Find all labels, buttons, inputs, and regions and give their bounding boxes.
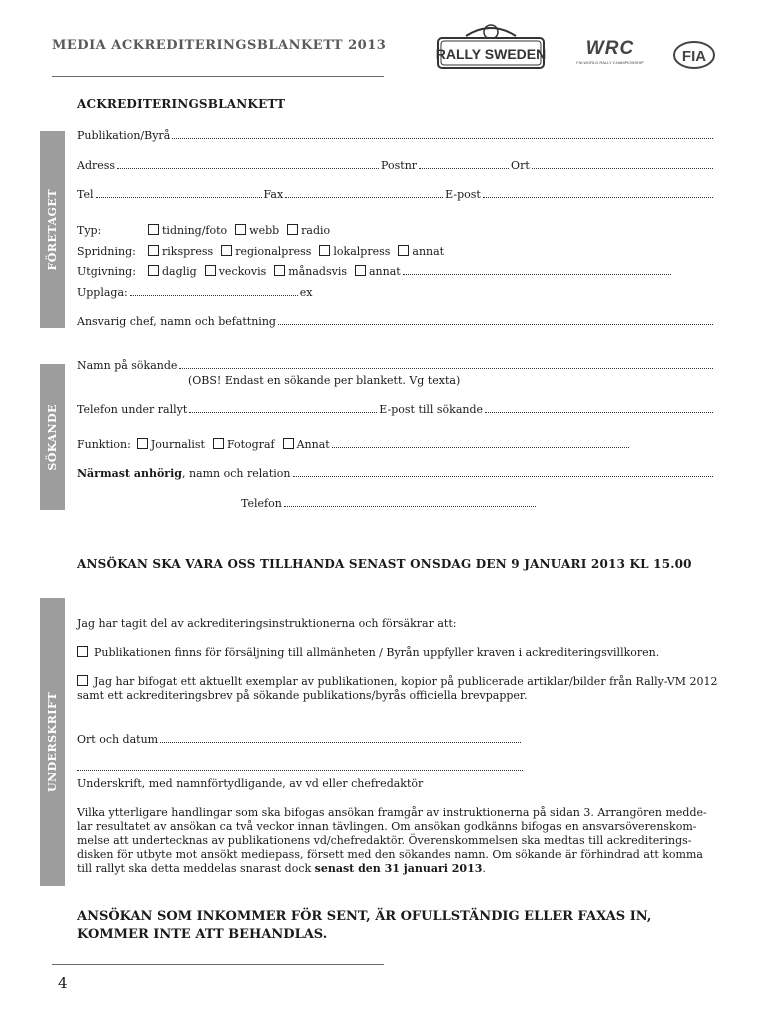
- rally-sweden-logo: [436, 22, 546, 70]
- postnr-label: Postnr: [381, 159, 418, 172]
- footer-rule: [52, 964, 384, 965]
- svg-text:FIA: FIA: [681, 48, 707, 65]
- footer-warning: [77, 908, 651, 944]
- spridning-option-riks[interactable]: rikspress: [148, 245, 213, 258]
- typ-option-radio[interactable]: radio: [287, 224, 330, 237]
- utgivning-option-vecko[interactable]: veckovis: [205, 265, 267, 278]
- upplaga-unit: ex: [299, 286, 313, 299]
- upplaga-field[interactable]: [130, 295, 298, 296]
- sidebar-signature-label: UNDERSKRIFT: [46, 692, 59, 792]
- sidebar-applicant: [40, 364, 65, 510]
- publication-row: [77, 129, 715, 142]
- publication-label: Publikation/Byrå: [77, 129, 171, 142]
- checkbox[interactable]: [235, 224, 246, 235]
- function-option-photographer[interactable]: Fotograf: [213, 438, 275, 451]
- sidebar-signature: [40, 598, 65, 886]
- info-line: Vilka ytterligare handlingar som ska bifogas ansökan framgår av instruktionerna på sidan 3. Arrangören medde-: [77, 806, 707, 819]
- address-row: [77, 159, 715, 172]
- function-row: [77, 438, 631, 451]
- upplaga-label: Upplaga:: [77, 286, 128, 299]
- postnr-field[interactable]: [419, 168, 509, 169]
- typ-option-web[interactable]: webb: [235, 224, 279, 237]
- check2-checkbox[interactable]: [77, 675, 88, 686]
- check2-row: [77, 675, 718, 688]
- checkbox[interactable]: [221, 245, 232, 256]
- svg-text:WRC: WRC: [585, 38, 635, 59]
- wrc-logo: [574, 36, 646, 70]
- utgivning-label: Utgivning:: [77, 265, 136, 278]
- function-label: Funktion:: [77, 438, 131, 451]
- address-field[interactable]: [117, 168, 379, 169]
- company-email-label: E-post: [445, 188, 481, 201]
- tel-field[interactable]: [96, 197, 262, 198]
- svg-text:RALLY SWEDEN: RALLY SWEDEN: [436, 46, 546, 62]
- fax-field[interactable]: [285, 197, 443, 198]
- spridning-option-lokal[interactable]: lokalpress: [319, 245, 390, 258]
- sidebar-company: [40, 131, 65, 328]
- form-title: ACKREDITERINGSBLANKETT: [77, 97, 286, 111]
- typ-row: [77, 224, 338, 237]
- relative-label-rest: , namn och relation: [181, 467, 291, 480]
- applicant-phone-row: [77, 403, 715, 416]
- publication-field[interactable]: [172, 138, 713, 139]
- function-option-journalist[interactable]: Journalist: [137, 438, 205, 451]
- check2-text-line1: Jag har bifogat ett aktuellt exemplar av publikationen, kopior på publicerade artiklar/bilder från Rally-VM 2012: [94, 675, 718, 688]
- checkbox[interactable]: [398, 245, 409, 256]
- page-number: 4: [58, 974, 68, 992]
- info-paragraph: [77, 806, 717, 876]
- checkbox[interactable]: [148, 245, 159, 256]
- applicant-email-field[interactable]: [485, 412, 713, 413]
- utgivning-option-manad[interactable]: månadsvis: [274, 265, 347, 278]
- info-line: melse att undertecknas av publikationens vd/chefredaktör. Överenskommelsen ska medtas till ackrediterings-: [77, 834, 692, 847]
- checkbox[interactable]: [213, 438, 224, 449]
- spridning-option-annat[interactable]: annat: [398, 245, 444, 258]
- relative-row: [77, 467, 715, 480]
- footer-warning-line1: ANSÖKAN SOM INKOMMER FÖR SENT, ÄR OFULLSTÄNDIG ELLER FAXAS IN,: [77, 909, 652, 924]
- check1-checkbox[interactable]: [77, 646, 88, 657]
- header-rule: [52, 76, 384, 77]
- svg-text:FIA WORLD RALLY CHAMPIONSHIP: FIA WORLD RALLY CHAMPIONSHIP: [576, 60, 644, 65]
- function-other-field[interactable]: [332, 447, 629, 448]
- applicant-name-field[interactable]: [179, 368, 713, 369]
- signature-field[interactable]: [77, 770, 523, 771]
- function-option-other[interactable]: Annat: [283, 438, 330, 451]
- editor-row: [77, 315, 715, 328]
- info-line-last: till rallyt ska detta meddelas snarast dock senast den 31 januari 2013.: [77, 862, 486, 875]
- signature-label: Underskrift, med namnförtydligande, av vd eller chefredaktör: [77, 777, 424, 790]
- place-date-label: Ort och datum: [77, 733, 159, 746]
- check1-text: Publikationen finns för försäljning till allmänheten / Byrån uppfyller kraven i ackrediteringsvillkoren.: [94, 646, 660, 659]
- utgivning-option-annat[interactable]: annat: [355, 265, 401, 278]
- checkbox[interactable]: [287, 224, 298, 235]
- relative-phone-label: Telefon: [241, 497, 282, 510]
- checkbox[interactable]: [205, 265, 216, 276]
- place-date-row: [77, 733, 523, 746]
- company-email-field[interactable]: [483, 197, 713, 198]
- document-title: MEDIA ACKREDITERINGSBLANKETT 2013: [52, 38, 387, 53]
- checkbox[interactable]: [319, 245, 330, 256]
- checkbox[interactable]: [148, 265, 159, 276]
- check1-row: [77, 646, 659, 659]
- typ-option-print[interactable]: tidning/foto: [148, 224, 227, 237]
- ort-label: Ort: [511, 159, 530, 172]
- checkbox[interactable]: [355, 265, 366, 276]
- fia-logo: [672, 40, 716, 70]
- applicant-name-note: (OBS! Endast en sökande per blankett. Vg texta): [188, 374, 461, 387]
- utgivning-annat-field[interactable]: [403, 274, 671, 275]
- sidebar-applicant-label: SÖKANDE: [46, 403, 59, 471]
- utgivning-row: [77, 265, 673, 278]
- address-label: Adress: [77, 159, 116, 172]
- signature-intro: Jag har tagit del av ackrediteringsinstruktionerna och försäkrar att:: [77, 617, 457, 630]
- footer-warning-line2: KOMMER INTE ATT BEHANDLAS.: [77, 927, 328, 942]
- applicant-name-row: [77, 359, 715, 372]
- spridning-row: [77, 245, 452, 258]
- editor-label: Ansvarig chef, namn och befattning: [77, 315, 276, 328]
- typ-label: Typ:: [77, 224, 102, 237]
- relative-label-bold: Närmast anhörig: [77, 467, 182, 480]
- applicant-phone-field[interactable]: [189, 412, 377, 413]
- spridning-label: Spridning:: [77, 245, 136, 258]
- info-deadline-bold: senast den 31 januari 2013: [314, 862, 483, 875]
- checkbox[interactable]: [148, 224, 159, 235]
- tel-label: Tel: [77, 188, 94, 201]
- fax-label: Fax: [263, 188, 284, 201]
- editor-field[interactable]: [278, 324, 713, 325]
- ort-field[interactable]: [532, 168, 713, 169]
- relative-phone-field[interactable]: [284, 506, 536, 507]
- checkbox[interactable]: [274, 265, 285, 276]
- relative-phone-row: [241, 497, 538, 510]
- relative-field[interactable]: [293, 476, 714, 477]
- upplaga-row: [77, 286, 312, 299]
- info-line: lar resultatet av ansökan ca två veckor innan tävlingen. Om ansökan godkänns bifogas en ansvarsöverenskom-: [77, 820, 697, 833]
- applicant-email-label: E-post till sökande: [379, 403, 484, 416]
- check2-text-line2: samt ett ackrediteringsbrev på sökande publikations/byrås officiella brevpapper.: [77, 689, 528, 702]
- contact-row: [77, 188, 715, 201]
- spridning-option-regional[interactable]: regionalpress: [221, 245, 311, 258]
- sidebar-company-label: FÖRETAGET: [46, 188, 59, 271]
- place-date-field[interactable]: [160, 742, 521, 743]
- applicant-name-label: Namn på sökande: [77, 359, 178, 372]
- deadline-heading: ANSÖKAN SKA VARA OSS TILLHANDA SENAST ONSDAG DEN 9 JANUARI 2013 KL 15.00: [77, 557, 692, 571]
- applicant-phone-label: Telefon under rallyt: [77, 403, 188, 416]
- utgivning-option-daglig[interactable]: daglig: [148, 265, 197, 278]
- info-line: disken för utbyte mot ansökt mediepass, försett med den sökandes namn. Om sökande är förhindrad att komma: [77, 848, 703, 861]
- checkbox[interactable]: [283, 438, 294, 449]
- checkbox[interactable]: [137, 438, 148, 449]
